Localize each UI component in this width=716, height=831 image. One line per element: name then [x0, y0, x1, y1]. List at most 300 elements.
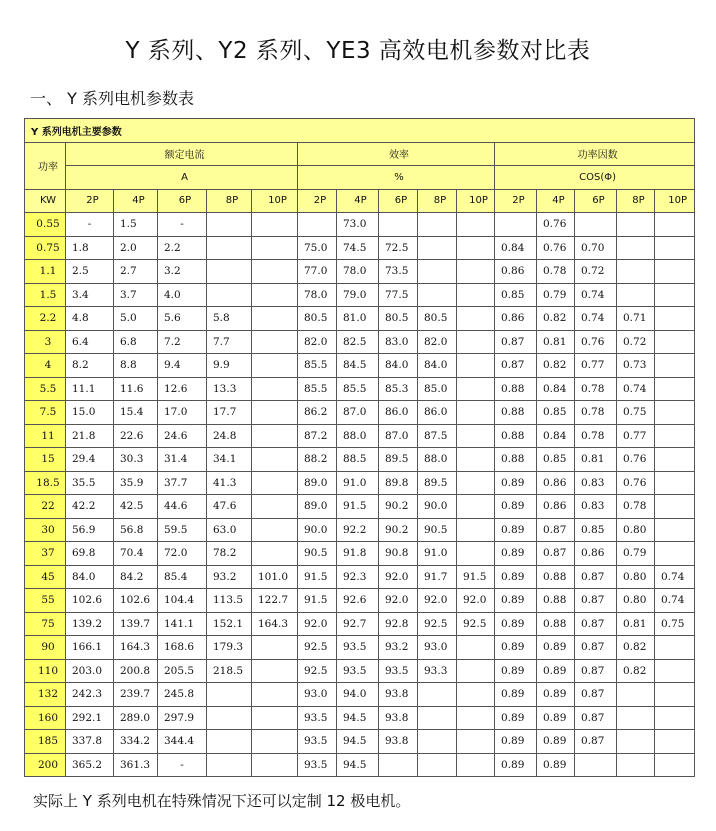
cell-pf [575, 753, 617, 777]
kw-cell: 55 [25, 589, 66, 613]
cell-eff: 89.5 [418, 471, 457, 495]
cell-pf [655, 330, 695, 354]
cell-current: 22.6 [114, 424, 158, 448]
power-header: 功率 [25, 142, 66, 189]
cell-current [207, 283, 252, 307]
cell-pf: 0.88 [537, 589, 575, 613]
cell-current [252, 706, 298, 730]
cell-current: 3.4 [66, 283, 114, 307]
cell-eff [457, 495, 495, 519]
cell-current [252, 236, 298, 260]
pole-header-current: 10P [252, 189, 298, 213]
cell-pf [655, 354, 695, 378]
cell-current [252, 683, 298, 707]
kw-cell: 132 [25, 683, 66, 707]
cell-eff: 90.2 [379, 495, 418, 519]
kw-cell: 160 [25, 706, 66, 730]
pole-header-row [25, 189, 695, 213]
cell-pf: 0.79 [617, 542, 655, 566]
cell-eff: 85.5 [298, 377, 337, 401]
pole-header-pf: 2P [495, 189, 537, 213]
cell-current [252, 354, 298, 378]
cell-pf [655, 236, 695, 260]
cell-eff: 91.5 [298, 589, 337, 613]
cell-eff: 90.8 [379, 542, 418, 566]
cell-eff: 87.0 [379, 424, 418, 448]
cell-eff: 80.5 [379, 307, 418, 331]
cell-eff: 91.8 [337, 542, 379, 566]
cell-eff: 93.5 [298, 753, 337, 777]
cell-eff: 85.5 [337, 377, 379, 401]
cell-pf [655, 706, 695, 730]
cell-current: 44.6 [158, 495, 207, 519]
cell-eff: 92.0 [298, 612, 337, 636]
group-header-current: 额定电流 [66, 142, 298, 166]
cell-current: - [158, 213, 207, 237]
cell-current: 6.8 [114, 330, 158, 354]
cell-eff: 90.5 [418, 518, 457, 542]
kw-cell: 18.5 [25, 471, 66, 495]
pole-header-current: 4P [114, 189, 158, 213]
cell-pf: 0.77 [617, 424, 655, 448]
table-row [25, 401, 695, 425]
cell-eff [457, 307, 495, 331]
table-caption: Y 系列电机主要参数 [25, 119, 695, 143]
cell-eff: 87.0 [337, 401, 379, 425]
cell-current: 84.0 [66, 565, 114, 589]
cell-pf: 0.85 [495, 283, 537, 307]
cell-eff: 93.5 [337, 636, 379, 660]
cell-pf [655, 424, 695, 448]
cell-current: 102.6 [66, 589, 114, 613]
cell-pf: 0.87 [495, 330, 537, 354]
cell-current: 2.5 [66, 260, 114, 284]
cell-eff [457, 659, 495, 683]
cell-pf: 0.89 [495, 495, 537, 519]
cell-pf: 0.78 [575, 424, 617, 448]
cell-eff [457, 753, 495, 777]
cell-current: 72.0 [158, 542, 207, 566]
cell-current: 47.6 [207, 495, 252, 519]
pole-header-pf: 4P [537, 189, 575, 213]
cell-eff: 90.2 [379, 518, 418, 542]
cell-pf: 0.85 [537, 401, 575, 425]
cell-current: 56.8 [114, 518, 158, 542]
cell-current: 63.0 [207, 518, 252, 542]
cell-pf: 0.89 [495, 753, 537, 777]
cell-eff: 93.8 [379, 706, 418, 730]
cell-current: - [66, 213, 114, 237]
cell-eff: 73.5 [379, 260, 418, 284]
cell-eff: 92.3 [337, 565, 379, 589]
cell-current: 13.3 [207, 377, 252, 401]
table-row [25, 753, 695, 777]
cell-pf: 0.82 [537, 354, 575, 378]
cell-pf [617, 260, 655, 284]
kw-cell: 11 [25, 424, 66, 448]
cell-eff [457, 542, 495, 566]
table-caption-row [25, 119, 695, 143]
cell-pf: 0.76 [575, 330, 617, 354]
table-row [25, 683, 695, 707]
cell-pf [655, 542, 695, 566]
cell-pf: 0.84 [537, 377, 575, 401]
cell-pf: 0.86 [575, 542, 617, 566]
cell-current: 113.5 [207, 589, 252, 613]
cell-current: 179.3 [207, 636, 252, 660]
cell-eff [457, 401, 495, 425]
cell-current: 8.2 [66, 354, 114, 378]
cell-pf: 0.74 [575, 283, 617, 307]
kw-cell: 0.75 [25, 236, 66, 260]
cell-eff [457, 260, 495, 284]
cell-pf: 0.89 [495, 542, 537, 566]
kw-cell: 45 [25, 565, 66, 589]
cell-eff [457, 330, 495, 354]
cell-pf: 0.74 [655, 589, 695, 613]
table-row [25, 213, 695, 237]
cell-current: 93.2 [207, 565, 252, 589]
cell-current: - [158, 753, 207, 777]
cell-current: 6.4 [66, 330, 114, 354]
cell-eff: 91.5 [457, 565, 495, 589]
table-row [25, 612, 695, 636]
cell-pf [617, 683, 655, 707]
table-row [25, 283, 695, 307]
cell-eff: 80.5 [418, 307, 457, 331]
cell-pf: 0.75 [655, 612, 695, 636]
cell-current: 361.3 [114, 753, 158, 777]
cell-pf: 0.70 [575, 236, 617, 260]
cell-current [252, 730, 298, 754]
cell-eff: 92.5 [298, 636, 337, 660]
cell-current: 344.4 [158, 730, 207, 754]
cell-eff: 93.2 [379, 636, 418, 660]
cell-pf: 0.87 [575, 589, 617, 613]
cell-eff: 85.3 [379, 377, 418, 401]
cell-current: 78.2 [207, 542, 252, 566]
cell-eff: 93.5 [337, 659, 379, 683]
cell-eff: 72.5 [379, 236, 418, 260]
cell-current: 152.1 [207, 612, 252, 636]
kw-cell: 22 [25, 495, 66, 519]
cell-current [207, 260, 252, 284]
cell-pf [655, 377, 695, 401]
cell-eff [418, 213, 457, 237]
cell-eff: 88.5 [337, 448, 379, 472]
cell-current: 9.4 [158, 354, 207, 378]
cell-pf [655, 471, 695, 495]
cell-pf: 0.81 [617, 612, 655, 636]
cell-eff [418, 706, 457, 730]
cell-current: 122.7 [252, 589, 298, 613]
cell-eff: 92.2 [337, 518, 379, 542]
kw-cell: 5.5 [25, 377, 66, 401]
cell-current [207, 706, 252, 730]
cell-eff [457, 213, 495, 237]
cell-pf: 0.88 [537, 612, 575, 636]
cell-current: 365.2 [66, 753, 114, 777]
cell-current: 3.7 [114, 283, 158, 307]
table-row [25, 236, 695, 260]
cell-pf: 0.81 [537, 330, 575, 354]
cell-pf: 0.76 [537, 236, 575, 260]
cell-pf [617, 706, 655, 730]
cell-eff: 92.5 [298, 659, 337, 683]
cell-pf [617, 753, 655, 777]
cell-pf [655, 307, 695, 331]
cell-current [252, 401, 298, 425]
unit-header-row [25, 166, 695, 190]
motor-params-table [24, 118, 695, 777]
cell-current: 245.8 [158, 683, 207, 707]
cell-eff: 92.7 [337, 612, 379, 636]
cell-pf: 0.83 [575, 495, 617, 519]
cell-current: 11.1 [66, 377, 114, 401]
cell-eff: 89.0 [298, 495, 337, 519]
cell-pf: 0.89 [537, 706, 575, 730]
cell-eff: 86.0 [418, 401, 457, 425]
table-row [25, 565, 695, 589]
cell-eff: 94.5 [337, 706, 379, 730]
cell-eff: 90.0 [418, 495, 457, 519]
table-row [25, 471, 695, 495]
cell-eff: 88.0 [418, 448, 457, 472]
table-row [25, 424, 695, 448]
table-row [25, 659, 695, 683]
cell-pf: 0.87 [495, 354, 537, 378]
cell-pf: 0.85 [575, 518, 617, 542]
cell-current: 104.4 [158, 589, 207, 613]
cell-pf [655, 636, 695, 660]
cell-current: 5.8 [207, 307, 252, 331]
kw-cell: 30 [25, 518, 66, 542]
cell-current: 35.5 [66, 471, 114, 495]
cell-pf: 0.88 [495, 448, 537, 472]
cell-current: 102.6 [114, 589, 158, 613]
pole-header-eff: 4P [337, 189, 379, 213]
cell-current [252, 377, 298, 401]
cell-pf: 0.86 [537, 495, 575, 519]
cell-pf [617, 730, 655, 754]
table-row [25, 518, 695, 542]
cell-pf: 0.76 [537, 213, 575, 237]
cell-current: 168.6 [158, 636, 207, 660]
cell-pf: 0.78 [537, 260, 575, 284]
cell-current: 12.6 [158, 377, 207, 401]
cell-current: 205.5 [158, 659, 207, 683]
cell-pf: 0.88 [537, 565, 575, 589]
cell-eff [418, 683, 457, 707]
table-row [25, 589, 695, 613]
cell-pf: 0.76 [617, 448, 655, 472]
cell-pf: 0.79 [537, 283, 575, 307]
kw-cell: 75 [25, 612, 66, 636]
cell-current [207, 236, 252, 260]
kw-cell: 110 [25, 659, 66, 683]
cell-pf: 0.87 [537, 542, 575, 566]
section-title: 一、 Y 系列电机参数表 [30, 89, 194, 108]
kw-cell: 7.5 [25, 401, 66, 425]
pole-header-eff: 6P [379, 189, 418, 213]
cell-pf [655, 448, 695, 472]
cell-pf: 0.89 [537, 753, 575, 777]
cell-pf: 0.87 [575, 636, 617, 660]
cell-pf: 0.74 [617, 377, 655, 401]
cell-pf: 0.83 [575, 471, 617, 495]
cell-pf: 0.89 [495, 589, 537, 613]
kw-cell: 1.1 [25, 260, 66, 284]
cell-pf [655, 401, 695, 425]
cell-current: 297.9 [158, 706, 207, 730]
cell-eff [418, 753, 457, 777]
pole-header-pf: 6P [575, 189, 617, 213]
cell-current: 141.1 [158, 612, 207, 636]
cell-pf: 0.89 [495, 730, 537, 754]
cell-current: 101.0 [252, 565, 298, 589]
cell-eff: 94.5 [337, 753, 379, 777]
cell-eff: 92.0 [379, 565, 418, 589]
cell-current [252, 636, 298, 660]
cell-current: 24.6 [158, 424, 207, 448]
cell-current: 42.5 [114, 495, 158, 519]
cell-pf: 0.87 [575, 659, 617, 683]
pole-header-current: 6P [158, 189, 207, 213]
cell-current: 8.8 [114, 354, 158, 378]
kw-cell: 200 [25, 753, 66, 777]
cell-eff: 91.5 [298, 565, 337, 589]
cell-eff [379, 213, 418, 237]
kw-cell: 185 [25, 730, 66, 754]
group-header-power-factor: 功率因数 [495, 142, 695, 166]
cell-current: 4.0 [158, 283, 207, 307]
kw-cell: 90 [25, 636, 66, 660]
cell-pf: 0.71 [617, 307, 655, 331]
cell-pf: 0.89 [537, 683, 575, 707]
cell-pf: 0.82 [537, 307, 575, 331]
cell-eff: 92.6 [337, 589, 379, 613]
cell-current [252, 542, 298, 566]
cell-current: 239.7 [114, 683, 158, 707]
cell-pf: 0.89 [495, 612, 537, 636]
cell-eff [418, 236, 457, 260]
cell-eff [457, 354, 495, 378]
cell-current: 21.8 [66, 424, 114, 448]
cell-current: 70.4 [114, 542, 158, 566]
cell-pf: 0.76 [617, 471, 655, 495]
cell-eff: 74.5 [337, 236, 379, 260]
cell-current [252, 518, 298, 542]
cell-current: 289.0 [114, 706, 158, 730]
pole-header-current: 2P [66, 189, 114, 213]
cell-current [207, 753, 252, 777]
kw-cell: 0.55 [25, 213, 66, 237]
cell-current [252, 260, 298, 284]
cell-current: 2.2 [158, 236, 207, 260]
cell-current: 34.1 [207, 448, 252, 472]
pole-header-eff: 10P [457, 189, 495, 213]
cell-eff: 82.5 [337, 330, 379, 354]
cell-eff: 92.5 [457, 612, 495, 636]
cell-current [252, 307, 298, 331]
table-row [25, 448, 695, 472]
cell-pf: 0.86 [495, 307, 537, 331]
cell-current: 166.1 [66, 636, 114, 660]
cell-eff [457, 448, 495, 472]
kw-cell: 2.2 [25, 307, 66, 331]
cell-eff: 80.5 [298, 307, 337, 331]
cell-eff: 81.0 [337, 307, 379, 331]
cell-pf: 0.87 [575, 683, 617, 707]
cell-current: 1.5 [114, 213, 158, 237]
cell-current: 69.8 [66, 542, 114, 566]
cell-current: 17.0 [158, 401, 207, 425]
cell-eff [379, 753, 418, 777]
cell-pf: 0.84 [537, 424, 575, 448]
cell-pf [655, 753, 695, 777]
cell-eff: 93.5 [298, 730, 337, 754]
cell-eff [418, 283, 457, 307]
cell-eff: 93.3 [418, 659, 457, 683]
table-row [25, 260, 695, 284]
table-row [25, 307, 695, 331]
cell-current: 5.0 [114, 307, 158, 331]
cell-eff: 91.0 [418, 542, 457, 566]
cell-pf: 0.89 [495, 706, 537, 730]
kw-cell: 4 [25, 354, 66, 378]
cell-eff: 90.5 [298, 542, 337, 566]
pole-header-pf: 8P [617, 189, 655, 213]
cell-eff [457, 283, 495, 307]
cell-pf [655, 260, 695, 284]
cell-eff: 92.0 [418, 589, 457, 613]
cell-eff: 92.0 [457, 589, 495, 613]
cell-eff: 93.5 [379, 659, 418, 683]
table-row [25, 495, 695, 519]
cell-pf [655, 283, 695, 307]
cell-eff: 91.0 [337, 471, 379, 495]
cell-current: 242.3 [66, 683, 114, 707]
cell-current: 15.4 [114, 401, 158, 425]
cell-eff: 91.5 [337, 495, 379, 519]
cell-current: 9.9 [207, 354, 252, 378]
cell-current [252, 471, 298, 495]
cell-current [252, 213, 298, 237]
cell-current: 59.5 [158, 518, 207, 542]
cell-eff: 88.0 [337, 424, 379, 448]
cell-eff: 93.5 [298, 706, 337, 730]
cell-eff: 89.0 [298, 471, 337, 495]
cell-current: 4.8 [66, 307, 114, 331]
cell-pf: 0.87 [537, 518, 575, 542]
cell-pf: 0.84 [495, 236, 537, 260]
cell-eff: 77.0 [298, 260, 337, 284]
cell-pf: 0.89 [495, 636, 537, 660]
cell-eff: 90.0 [298, 518, 337, 542]
cell-pf: 0.89 [495, 518, 537, 542]
kw-header: KW [25, 189, 66, 213]
cell-eff: 89.5 [379, 448, 418, 472]
footer-note: 实际上 Y 系列电机在特殊情况下还可以定制 12 极电机。 [33, 792, 411, 810]
cell-current: 7.2 [158, 330, 207, 354]
cell-pf: 0.89 [537, 659, 575, 683]
cell-current: 29.4 [66, 448, 114, 472]
cell-current: 24.8 [207, 424, 252, 448]
kw-cell: 3 [25, 330, 66, 354]
cell-pf: 0.81 [575, 448, 617, 472]
cell-pf: 0.78 [617, 495, 655, 519]
cell-current: 292.1 [66, 706, 114, 730]
